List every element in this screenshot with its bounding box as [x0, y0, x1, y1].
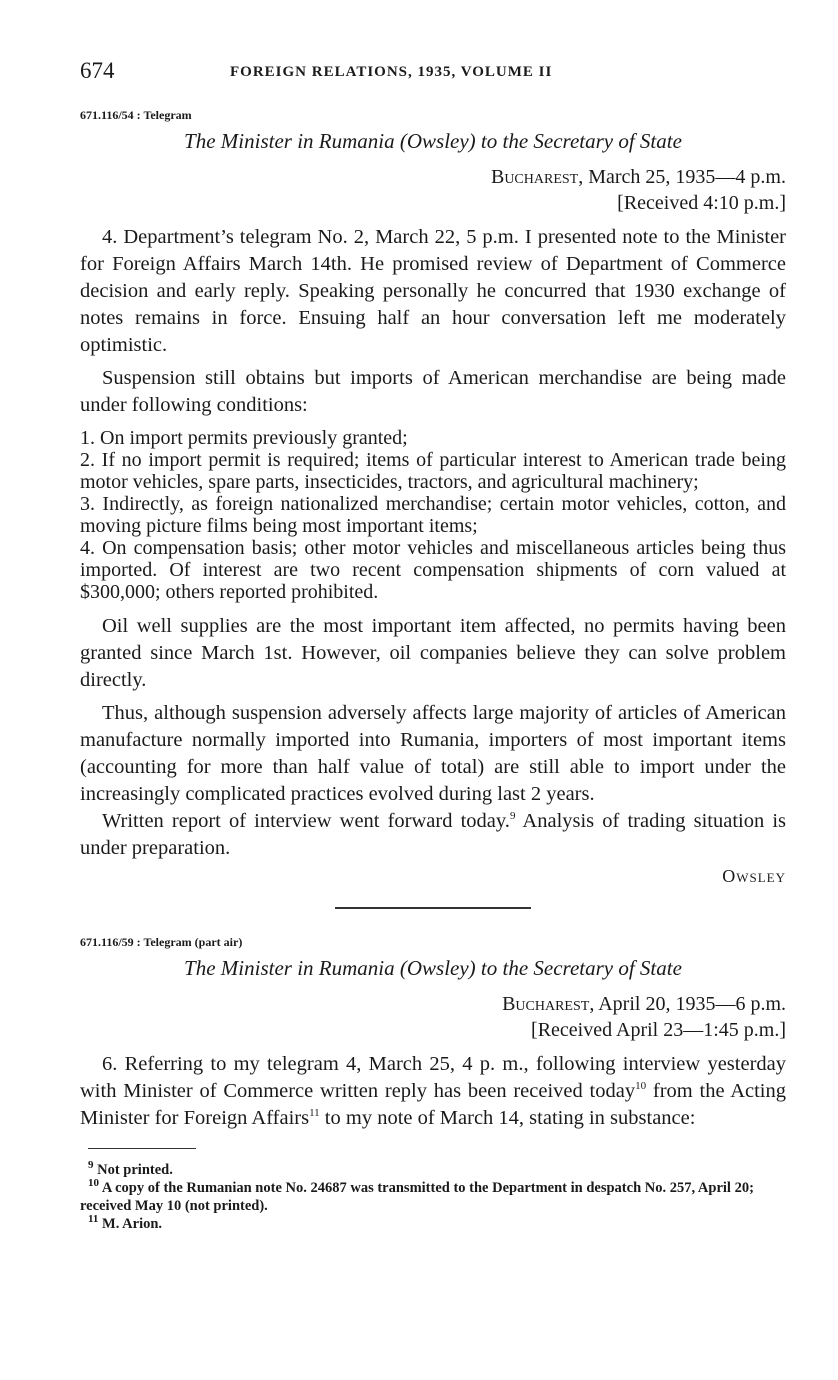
document-title: The Minister in Rumania (Owsley) to the Secretary of State	[184, 956, 682, 980]
paragraph-text: Analysis of trading situation is under preparation.	[80, 810, 787, 859]
telegram-2	[80, 935, 786, 1132]
section-divider	[335, 907, 531, 909]
page-header	[80, 58, 786, 92]
dateline	[80, 164, 786, 190]
footnote-mark: 11	[309, 1107, 320, 1120]
paragraph-text: from the Acting Minister for Foreign Affairs	[80, 1080, 786, 1129]
paragraph: 4. Department’s telegram No. 2, March 22, 5 p.m. I presented note to the Minister for Foreign Affairs March 14th. He promised review of Department of Commerce decision and early reply. Speaking personally he concurred that 1930 exchange of notes remains in force. Ensuing half an hour conversation left me moderately optimistic.	[80, 226, 786, 356]
document-page	[80, 58, 786, 1233]
footnote-number: 11	[88, 1213, 99, 1226]
footnotes	[80, 1161, 786, 1233]
document-title: The Minister in Rumania (Owsley) to the Secretary of State	[184, 129, 682, 153]
conditions-list	[80, 427, 786, 603]
paragraph: Thus, although suspension adversely affects large majority of articles of American manufacture normally imported into Rumania, importers of most important items (accounting for more than half value of total) are still able to import under the increasingly complicated practices evolved during last 2 years.	[80, 702, 786, 805]
footnote	[80, 1179, 786, 1215]
footnote-number: 9	[88, 1159, 94, 1172]
file-reference: 671.116/54 : Telegram	[80, 108, 192, 122]
dateline-date: , March 25, 1935—4 p.m.	[578, 166, 786, 188]
footnote-mark: 9	[509, 810, 516, 823]
received-line: [Received 4:10 p.m.]	[617, 192, 786, 214]
footnote	[80, 1161, 786, 1179]
paragraph	[80, 808, 786, 862]
paragraph: Suspension still obtains but imports of American merchandise are being made under following conditions:	[80, 367, 786, 416]
paragraph-text: to my note of March 14, stating in substance:	[319, 1107, 696, 1129]
telegram-1	[80, 108, 786, 887]
footnote-mark: 10	[635, 1080, 647, 1093]
list-item: 2. If no import permit is required; items of particular interest to American trade being motor vehicles, spare parts, insecticides, tractors, and agricultural machinery;	[80, 449, 786, 493]
list-item: 1. On import permits previously granted;	[80, 427, 408, 449]
page-number: 674	[80, 58, 115, 83]
footnote	[80, 1215, 786, 1233]
signature: Owsley	[722, 866, 786, 886]
dateline	[80, 991, 786, 1017]
footnote-number: 10	[88, 1177, 99, 1190]
paragraph: Oil well supplies are the most important item affected, no permits having been granted since March 1st. However, oil companies believe they can solve problem directly.	[80, 615, 786, 691]
received-line: [Received April 23—1:45 p.m.]	[531, 1019, 786, 1041]
footnote-text: M. Arion.	[102, 1216, 163, 1232]
footnote-rule	[88, 1148, 196, 1149]
file-reference: 671.116/59 : Telegram (part air)	[80, 935, 243, 949]
footnote-text: Not printed.	[97, 1162, 173, 1178]
dateline-place: Bucharest	[490, 166, 579, 188]
dateline-date: , April 20, 1935—6 p.m.	[589, 993, 786, 1015]
list-item: 3. Indirectly, as foreign nationalized merchandise; certain motor vehicles, cotton, and moving picture films being most important items;	[80, 493, 786, 537]
paragraph-text: 6. Referring to my telegram 4, March 25, 4 p. m., following interview yesterday with Minister of Commerce written reply has been received today	[80, 1053, 786, 1102]
running-head: FOREIGN RELATIONS, 1935, VOLUME II	[230, 64, 553, 80]
dateline-place: Bucharest	[502, 993, 590, 1015]
paragraph-text: Written report of interview went forward today.	[102, 810, 510, 832]
list-item: 4. On compensation basis; other motor vehicles and miscellaneous articles being thus imported. Of interest are two recent compensation shipments of corn valued at $300,000; others reported prohibited.	[80, 537, 786, 603]
paragraph	[80, 1051, 786, 1132]
footnote-text: A copy of the Rumanian note No. 24687 was transmitted to the Department in despatch No. 257, April 20; received May 10 (not printed).	[80, 1180, 754, 1214]
